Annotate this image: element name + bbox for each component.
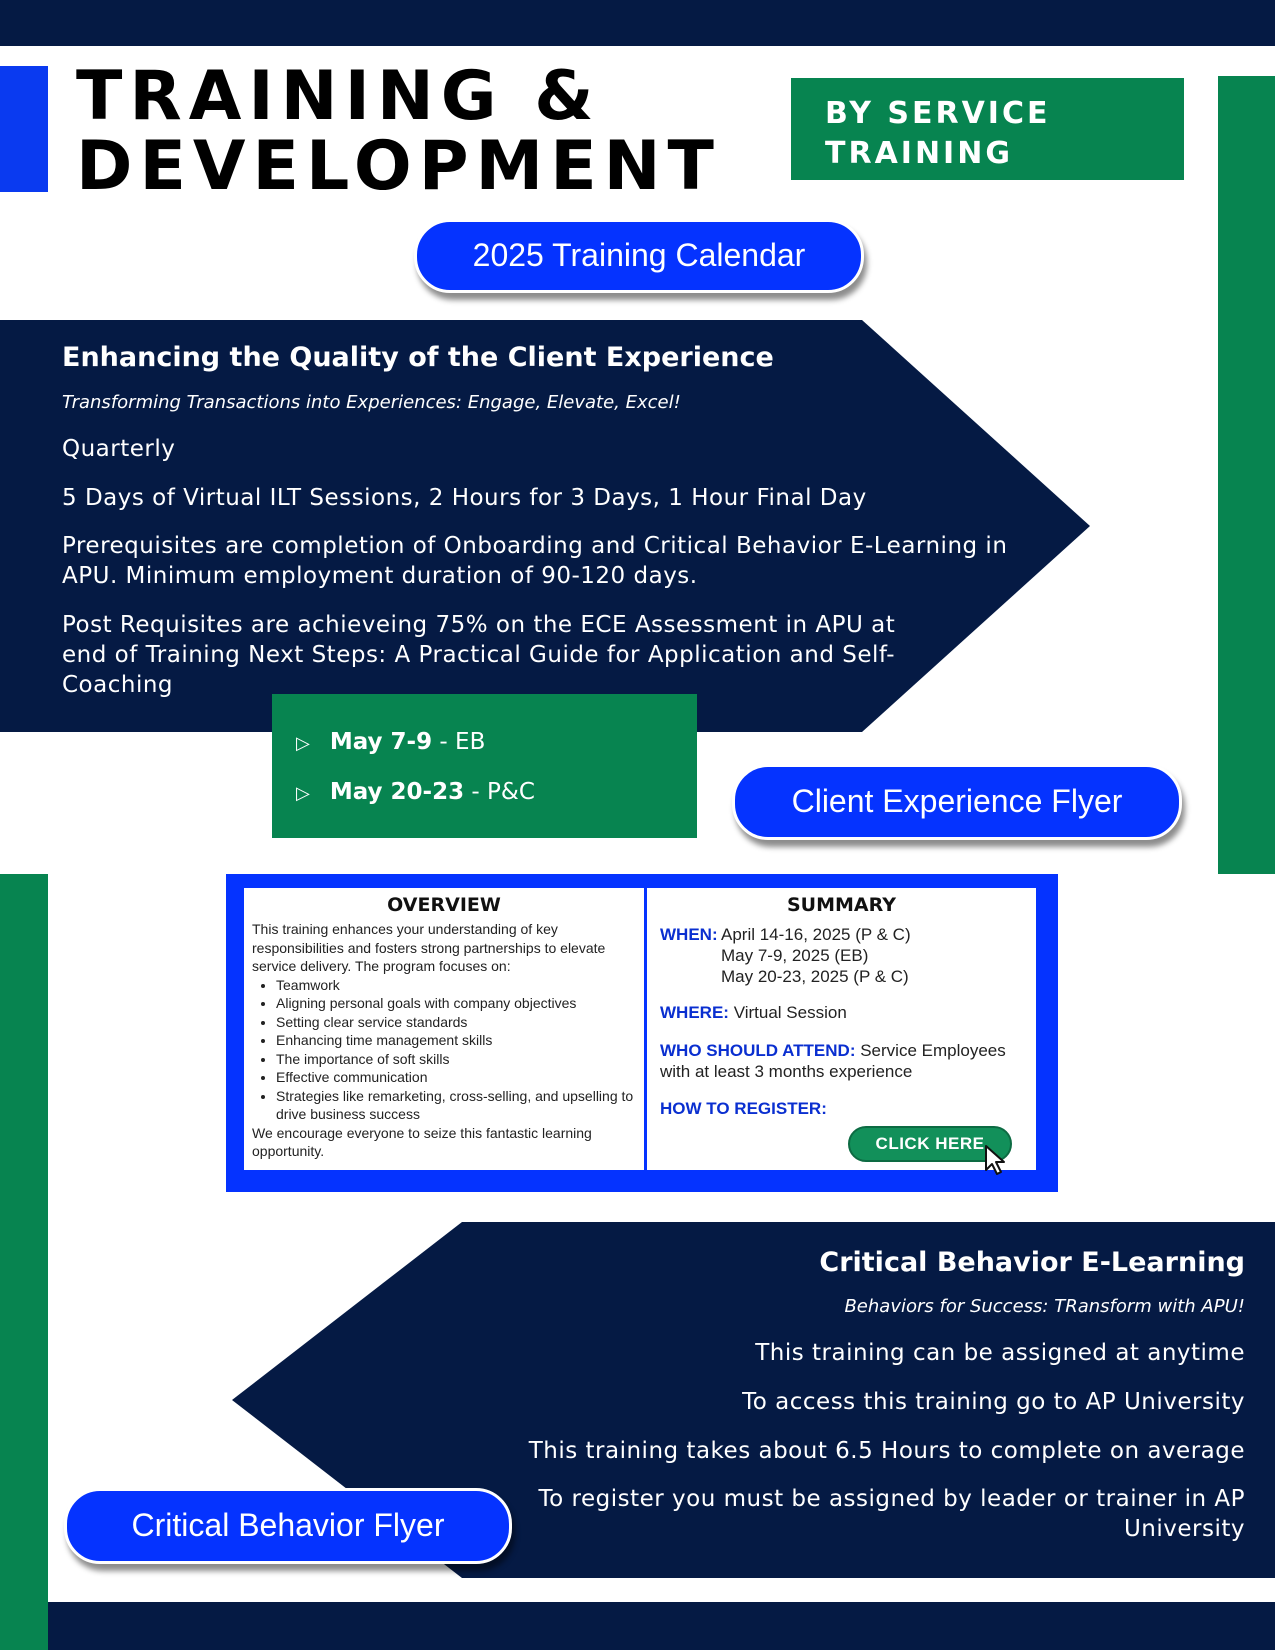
- client-experience-flyer-button[interactable]: Client Experience Flyer: [732, 764, 1182, 840]
- critical-behavior-line-2: To access this training go to AP University: [742, 1389, 1245, 1415]
- how-label: HOW TO REGISTER:: [660, 1099, 827, 1118]
- how-row: [660, 1098, 827, 1119]
- session-separator: -: [464, 779, 488, 805]
- badge-line-1: BY SERVICE: [825, 96, 1051, 131]
- overview-summary-card: [226, 874, 1058, 1192]
- session-date: May 20-23: [329, 779, 465, 805]
- client-experience-subtitle: Transforming Transactions into Experiences: Engage, Elevate, Excel!: [62, 392, 681, 413]
- overview-bullet: • Setting clear service standards: [276, 1013, 637, 1032]
- title-line-1: TRAINING &: [76, 57, 601, 136]
- overview-text: [252, 920, 637, 1161]
- overview-bullet: • Enhancing time management skills: [276, 1031, 637, 1050]
- when-label: WHEN:: [660, 925, 718, 944]
- training-calendar-button[interactable]: 2025 Training Calendar: [414, 219, 864, 293]
- overview-bullet: • Teamwork: [276, 976, 637, 995]
- overview-bullet: • Strategies like remarketing, cross-selling, and upselling to drive business success: [276, 1087, 637, 1124]
- critical-behavior-subtitle: Behaviors for Success: TRansform with APU!: [844, 1296, 1245, 1317]
- who-row: [660, 1040, 1030, 1082]
- when-value: May 7-9, 2025 (EB): [721, 946, 869, 965]
- card-body: [244, 888, 1036, 1170]
- top-navy-band: [0, 0, 1275, 46]
- critical-behavior-title: Critical Behavior E-Learning: [819, 1247, 1245, 1278]
- when-value: April 14-16, 2025 (P & C): [721, 925, 911, 944]
- critical-behavior-line-3: This training takes about 6.5 Hours to complete on average: [528, 1438, 1245, 1464]
- critical-behavior-line-4: To register you must be assigned by leader or trainer in AP University: [538, 1486, 1245, 1542]
- summary-heading: SUMMARY: [787, 894, 896, 916]
- client-experience-post-requisites: Post Requisites are achieveing 75% on the ECE Assessment in APU at end of Training Next Steps: A Practical Guide for Application and Self-Coaching: [62, 612, 896, 698]
- service-training-badge: [791, 78, 1184, 180]
- click-here-button[interactable]: CLICK HERE: [848, 1126, 1012, 1162]
- where-value: Virtual Session: [733, 1003, 847, 1022]
- cursor-arrow-icon: [982, 1144, 1010, 1176]
- critical-behavior-flyer-button[interactable]: Critical Behavior Flyer: [64, 1488, 512, 1564]
- who-value: Service Employees with at least 3 months experience: [660, 1041, 1006, 1081]
- client-experience-prerequisites: Prerequisites are completion of Onboarding and Critical Behavior E-Learning in APU. Minimum employment duration of 90-120 days.: [62, 533, 1008, 589]
- session-group: P&C: [487, 779, 535, 805]
- when-value: May 20-23, 2025 (P & C): [721, 967, 909, 986]
- bottom-navy-band: [48, 1602, 1275, 1650]
- play-triangle-icon: ▷: [296, 783, 310, 804]
- title-line-2: DEVELOPMENT: [76, 127, 721, 206]
- card-divider: [644, 888, 647, 1170]
- overview-closing: We encourage everyone to seize this fantastic learning opportunity.: [252, 1124, 592, 1159]
- session-group: EB: [455, 729, 486, 755]
- page-title: [76, 57, 721, 206]
- overview-intro: This training enhances your understanding of key responsibilities and fosters strong partnerships to elevate service delivery. The program focuses on:: [252, 921, 606, 974]
- client-experience-title: Enhancing the Quality of the Client Experience: [62, 342, 774, 373]
- critical-behavior-line-1: This training can be assigned at anytime: [755, 1340, 1245, 1366]
- right-green-bar: [1218, 76, 1275, 874]
- session-separator: -: [432, 729, 456, 755]
- when-values: [721, 924, 911, 987]
- overview-bullet: • Effective communication: [276, 1068, 637, 1087]
- play-triangle-icon: ▷: [296, 733, 310, 754]
- client-experience-frequency: Quarterly: [62, 436, 176, 462]
- who-label: WHO SHOULD ATTEND:: [660, 1041, 856, 1060]
- session-date-row: [296, 768, 697, 818]
- title-blue-accent-bar: [0, 66, 48, 192]
- session-date-row: [296, 718, 697, 768]
- badge-line-2: TRAINING: [825, 136, 1013, 171]
- overview-heading: OVERVIEW: [387, 894, 501, 916]
- where-label: WHERE:: [660, 1003, 729, 1022]
- session-date: May 7-9: [329, 729, 433, 755]
- overview-bullet-list: [252, 976, 637, 1124]
- session-dates-box: [272, 694, 697, 838]
- client-experience-format: 5 Days of Virtual ILT Sessions, 2 Hours for 3 Days, 1 Hour Final Day: [62, 485, 867, 511]
- overview-bullet: • Aligning personal goals with company objectives: [276, 994, 637, 1013]
- overview-bullet: • The importance of soft skills: [276, 1050, 637, 1069]
- left-green-bar: [0, 874, 48, 1650]
- where-row: [660, 1002, 847, 1023]
